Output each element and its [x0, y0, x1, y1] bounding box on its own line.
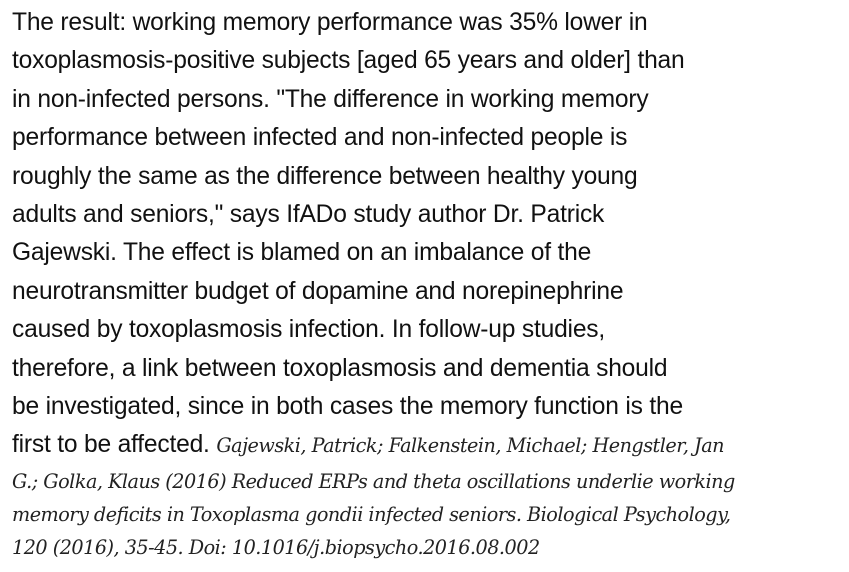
body-line: in non-infected persons. "The difference in working memory	[12, 85, 649, 113]
body-line: toxoplasmosis-positive subjects [aged 65 years and older] than	[12, 47, 685, 75]
body-last-line	[12, 426, 842, 464]
body-line: roughly the same as the difference between healthy young	[12, 162, 638, 190]
body-line: The result: working memory performance was 35% lower in	[12, 9, 648, 36]
citation-line: memory deficits in Toxoplasma gondii infected seniors. Biological Psychology,	[12, 502, 731, 526]
body-line: adults and seniors," says IfADo study author Dr. Patrick	[12, 200, 605, 228]
body-line: performance between infected and non-infected people is	[12, 124, 628, 152]
body-line: Gajewski. The effect is blamed on an imbalance of the	[12, 239, 592, 267]
article-excerpt	[12, 4, 842, 564]
body-line: therefore, a link between toxoplasmosis and dementia should	[12, 354, 668, 382]
citation-line: G.; Golka, Klaus (2016) Reduced ERPs and theta oscillations underlie working	[12, 469, 735, 493]
citation-line: 120 (2016), 35-45. Doi: 10.1016/j.biopsycho.2016.08.002	[12, 535, 540, 559]
body-line: be investigated, since in both cases the memory function is the	[12, 392, 683, 420]
body-line: neurotransmitter budget of dopamine and norepinephrine	[12, 277, 624, 305]
body-last-text: first to be affected.	[12, 431, 210, 459]
citation-start: Gajewski, Patrick; Falkenstein, Michael; Hengstler, Jan	[216, 434, 725, 458]
body-line: caused by toxoplasmosis infection. In follow-up studies,	[12, 316, 606, 344]
